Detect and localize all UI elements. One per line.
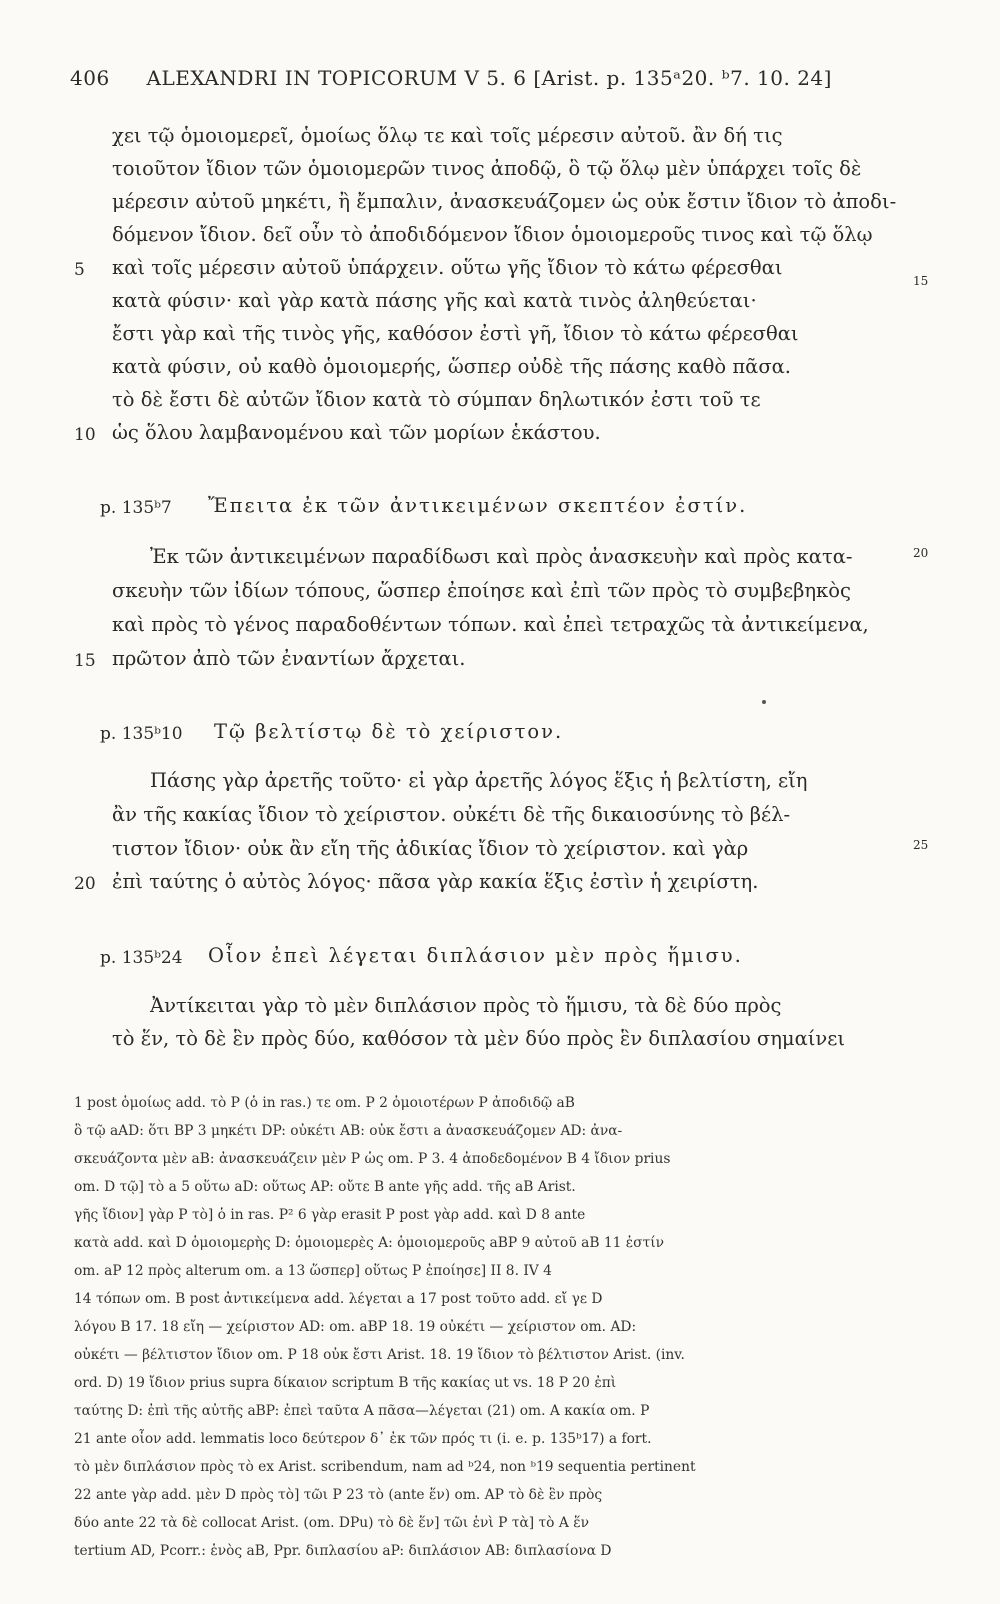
text-line: κατὰ φύσιν, οὐ καθὸ ὁμοιομερής, ὥσπερ οὐδὲ τῆς πάσης καθὸ πᾶσα. <box>112 355 792 378</box>
page-number: 406 <box>70 66 110 90</box>
margin-line-number: 25 <box>913 838 929 852</box>
line-number: 10 <box>74 425 96 445</box>
text-line: χει τῷ ὁμοιομερεῖ, ὁμοίως ὅλῳ τε καὶ τοῖς μέρεσιν αὐτοῦ. ἂν δή τις <box>112 124 783 147</box>
apparatus-line: γῆς ἴδιον] γὰρ P τὸ] ὁ in ras. P² 6 γὰρ erasit P post γὰρ add. καὶ D 8 ante <box>74 1207 586 1223</box>
lemma-text: Οἷον ἐπεὶ λέγεται διπλάσιον μὲν πρὸς ἥμισυ. <box>208 944 743 967</box>
text-line: Ἐκ τῶν ἀντικειμένων παραδίδωσι καὶ πρὸς ἀνασκευὴν καὶ πρὸς κατα- <box>150 545 853 568</box>
line-number: 5 <box>74 260 85 280</box>
lemma-text: Τῷ βελτίστῳ δὲ τὸ χείριστον. <box>214 720 564 743</box>
text-line: δόμενον ἴδιον. δεῖ οὖν τὸ ἀποδιδόμενον ἴδιον ὁμοιομεροῦς τινος καὶ τῷ ὅλῳ <box>112 223 873 246</box>
margin-line-number: 20 <box>913 546 929 560</box>
text-line: τοιοῦτον ἴδιον τῶν ὁμοιομερῶν τινος ἀποδῷ, ὃ τῷ ὅλῳ μὲν ὑπάρχει τοῖς δὲ <box>112 157 862 180</box>
apparatus-line: λόγου B 17. 18 εἴη — χείριστον AD: om. aBP 18. 19 οὐκέτι — χείριστον om. AD: <box>74 1319 637 1335</box>
lemma-reference: p. 135ᵇ24 <box>100 948 183 968</box>
text-line: καὶ πρὸς τὸ γένος παραδοθέντων τόπων. καὶ ἐπεὶ τετραχῶς τὰ ἀντικείμενα, <box>112 613 869 636</box>
apparatus-line: κατὰ add. καὶ D ὁμοιομερὴς D: ὁμοιομερὲς A: ὁμοιομεροῦς aBP 9 αὐτοῦ aB 11 ἐστίν <box>74 1235 665 1251</box>
apparatus-line: ord. D) 19 ἴδιον prius supra δίκαιον scriptum B τῆς κακίας ut vs. 18 P 20 ἐπὶ <box>74 1375 617 1391</box>
text-line: τὸ δὲ ἔστι δὲ αὐτῶν ἴδιον κατὰ τὸ σύμπαν δηλωτικόν ἐστι τοῦ τε <box>112 388 761 411</box>
ink-speck <box>762 700 766 704</box>
lemma-reference: p. 135ᵇ7 <box>100 498 172 518</box>
apparatus-line: τὸ μὲν διπλάσιον πρὸς τὸ ex Arist. scribendum, nam ad ᵇ24, non ᵇ19 sequentia pertinent <box>74 1459 696 1475</box>
line-number: 15 <box>74 651 96 671</box>
lemma-text: Ἔπειτα ἐκ τῶν ἀντικειμένων σκεπτέον ἐστίν. <box>208 494 748 517</box>
text-line: Ἀντίκειται γὰρ τὸ μὲν διπλάσιον πρὸς τὸ ἥμισυ, τὰ δὲ δύο πρὸς <box>150 994 782 1017</box>
text-line: μέρεσιν αὐτοῦ μηκέτι, ἢ ἔμπαλιν, ἀνασκευάζομεν ὡς οὐκ ἔστιν ἴδιον τὸ ἀποδι- <box>112 190 897 213</box>
text-line: καὶ τοῖς μέρεσιν αὐτοῦ ὑπάρχειν. οὕτω γῆς ἴδιον τὸ κάτω φέρεσθαι <box>112 256 783 279</box>
text-line: κατὰ φύσιν· καὶ γὰρ κατὰ πάσης γῆς καὶ κατὰ τινὸς ἀληθεύεται· <box>112 289 757 312</box>
apparatus-line: om. aP 12 πρὸς alterum om. a 13 ὥσπερ] οὕτως P ἐποίησε] II 8. IV 4 <box>74 1263 552 1279</box>
running-header <box>70 66 920 90</box>
running-title: ALEXANDRI IN TOPICORUM V 5. 6 [Arist. p. 135ᵃ20. ᵇ7. 10. 24] <box>146 66 832 90</box>
apparatus-line: 14 τόπων om. B post ἀντικείμενα add. λέγεται a 17 post τοῦτο add. εἴ γε D <box>74 1291 603 1307</box>
apparatus-line: 1 post ὁμοίως add. τὸ P (ὁ in ras.) τε om. P 2 ὁμοιοτέρων P ἀποδιδῷ aB <box>74 1095 575 1111</box>
text-line: ἔστι γὰρ καὶ τῆς τινὸς γῆς, καθόσον ἐστὶ γῆ, ἴδιον τὸ κάτω φέρεσθαι <box>112 322 799 345</box>
apparatus-line: tertium AD, Pcorr.: ἑνὸς aB, Ppr. διπλασίου aP: διπλάσιον AB: διπλασίονα D <box>74 1543 612 1559</box>
text-line: τὸ ἕν, τὸ δὲ ἓν πρὸς δύο, καθόσον τὰ μὲν δύο πρὸς ἓν διπλασίου σημαίνει <box>112 1027 845 1050</box>
lemma-reference: p. 135ᵇ10 <box>100 724 183 744</box>
text-line: σκευὴν τῶν ἰδίων τόπους, ὥσπερ ἐποίησε καὶ ἐπὶ τῶν πρὸς τὸ συμβεβηκὸς <box>112 579 851 602</box>
apparatus-line: δύο ante 22 τὰ δὲ collocat Arist. (om. DPu) τὸ δὲ ἕν] τῶι ἑνὶ P τὰ] τὸ A ἕν <box>74 1515 590 1531</box>
text-line: πρῶτον ἀπὸ τῶν ἐναντίων ἄρχεται. <box>112 647 466 670</box>
margin-line-number: 15 <box>913 274 929 288</box>
text-line: ὡς ὅλου λαμβανομένου καὶ τῶν μορίων ἑκάστου. <box>112 421 601 444</box>
apparatus-line: 21 ante οἷον add. lemmatis loco δεύτερον δ᾽ ἐκ τῶν πρός τι (i. e. p. 135ᵇ17) a fort. <box>74 1431 652 1447</box>
apparatus-line: σκευάζοντα μὲν aB: ἀνασκευάζειν μὲν P ὡς om. P 3. 4 ἀποδεδομένον B 4 ἴδιον prius <box>74 1151 671 1167</box>
apparatus-line: 22 ante γὰρ add. μὲν D πρὸς τὸ] τῶι P 23 τὸ (ante ἕν) om. AP τὸ δὲ ἓν πρὸς <box>74 1487 603 1503</box>
apparatus-line: ταύτης D: ἐπὶ τῆς αὐτῆς aBP: ἐπεὶ ταῦτα A πᾶσα—λέγεται (21) om. A κακία om. P <box>74 1403 650 1419</box>
text-line: Πάσης γὰρ ἀρετῆς τοῦτο· εἰ γὰρ ἀρετῆς λόγος ἕξις ἡ βελτίστη, εἴη <box>150 769 808 792</box>
line-number: 20 <box>74 874 96 894</box>
text-line: ἐπὶ ταύτης ὁ αὐτὸς λόγος· πᾶσα γὰρ κακία ἕξις ἐστὶν ἡ χειρίστη. <box>112 870 759 893</box>
text-line: ἂν τῆς κακίας ἴδιον τὸ χείριστον. οὐκέτι δὲ τῆς δικαιοσύνης τὸ βέλ- <box>112 803 791 826</box>
text-line: τιστον ἴδιον· οὐκ ἂν εἴη τῆς ἀδικίας ἴδιον τὸ χείριστον. καὶ γὰρ <box>112 837 749 860</box>
apparatus-line: om. D τῷ] τὸ a 5 οὕτω aD: οὕτως AP: οὔτε B ante γῆς add. τῆς aB Arist. <box>74 1179 576 1195</box>
apparatus-line: ὃ τῷ aAD: ὅτι BP 3 μηκέτι DP: οὐκέτι AB: οὐκ ἔστι a ἀνασκευάζομεν AD: ἀνα- <box>74 1123 623 1139</box>
apparatus-line: οὐκέτι — βέλτιστον ἴδιον om. P 18 οὐκ ἔστι Arist. 18. 19 ἴδιον τὸ βέλτιστον Arist. (inv. <box>74 1347 685 1363</box>
